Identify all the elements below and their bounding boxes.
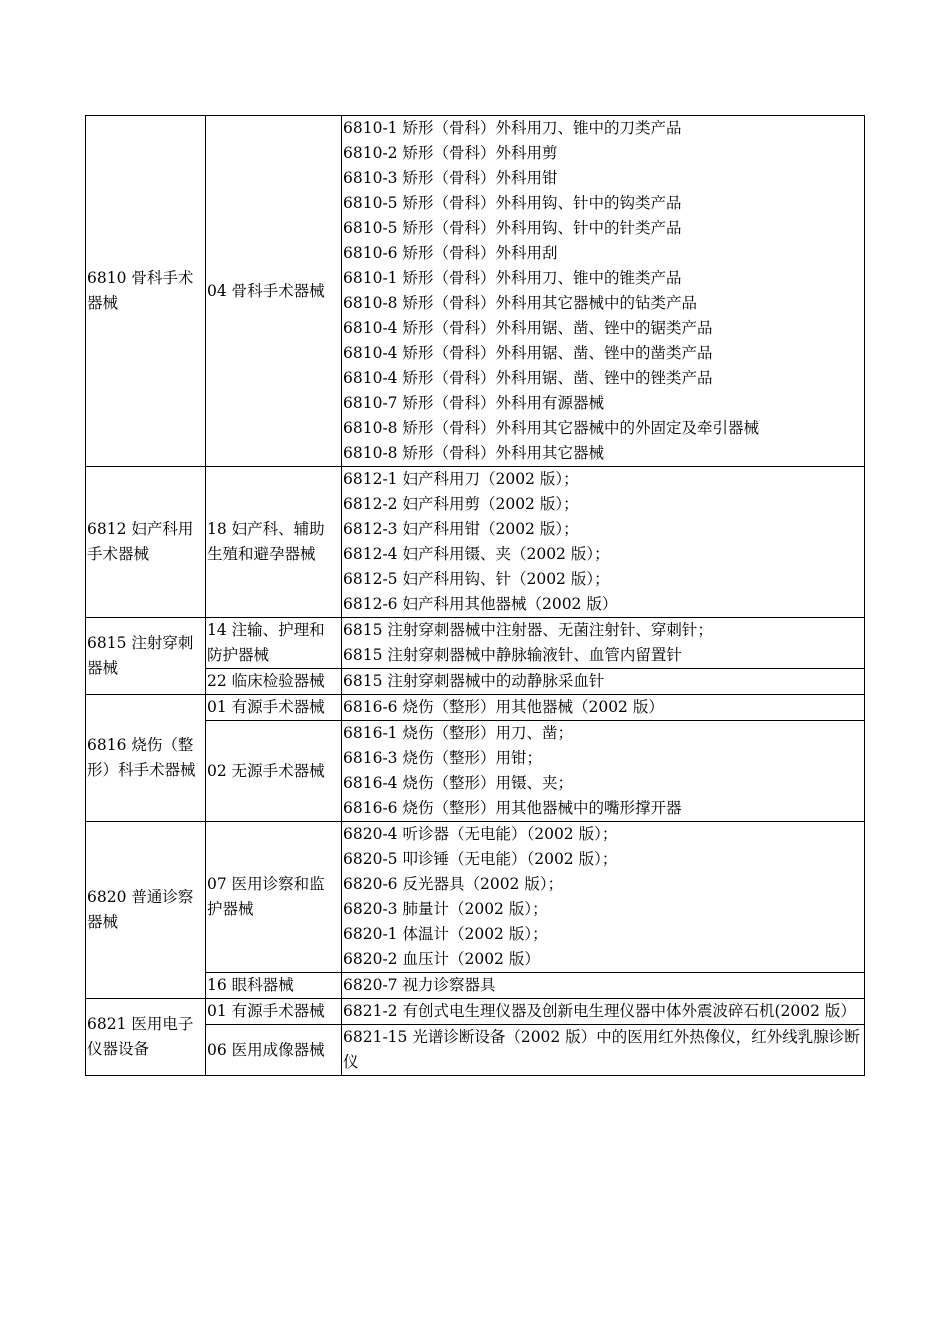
product-list-cell — [342, 822, 865, 973]
product-item: 6812-3 妇产科用钳（2002 版）； — [343, 520, 579, 538]
product-item: 6812-1 妇产科用刀（2002 版）； — [343, 470, 579, 488]
product-item: 6810-8 矫形（骨科）外科用其它器械中的外固定及牵引器械 — [343, 419, 759, 437]
subcategory-cell: 14 注输、护理和防护器械 — [206, 618, 342, 669]
product-item: 6810-5 矫形（骨科）外科用钩、针中的钩类产品 — [343, 194, 682, 212]
subcategory-cell: 22 临床检验器械 — [206, 669, 342, 695]
category-cell: 6812 妇产科用手术器械 — [86, 467, 206, 618]
product-item: 6820-2 血压计（2002 版） — [343, 950, 540, 968]
subcategory-cell: 07 医用诊察和监护器械 — [206, 822, 342, 973]
subcategory-cell: 16 眼科器械 — [206, 973, 342, 999]
category-cell: 6820 普通诊察器械 — [86, 822, 206, 999]
product-item: 6812-2 妇产科用剪（2002 版）； — [343, 495, 579, 513]
table-row — [86, 999, 865, 1025]
product-list-cell — [342, 669, 865, 695]
table-row — [86, 618, 865, 669]
product-item: 6821-2 有创式电生理仪器及创新电生理仪器中体外震波碎石机(2002 版） — [343, 1002, 856, 1020]
product-list-cell — [342, 973, 865, 999]
product-item: 6810-3 矫形（骨科）外科用钳 — [343, 169, 558, 187]
product-list-cell — [342, 1025, 865, 1076]
category-cell: 6815 注射穿刺器械 — [86, 618, 206, 695]
product-item: 6815 注射穿刺器械中静脉输液针、血管内留置针 — [343, 646, 682, 664]
category-cell: 6810 骨科手术器械 — [86, 116, 206, 467]
product-item: 6810-8 矫形（骨科）外科用其它器械 — [343, 444, 604, 462]
product-item: 6810-4 矫形（骨科）外科用锯、凿、锉中的凿类产品 — [343, 344, 713, 362]
subcategory-cell: 01 有源手术器械 — [206, 999, 342, 1025]
product-item: 6816-4 烧伤（整形）用镊、夹； — [343, 774, 573, 792]
product-item: 6810-1 矫形（骨科）外科用刀、锥中的锥类产品 — [343, 269, 682, 287]
category-cell: 6821 医用电子仪器设备 — [86, 999, 206, 1076]
device-classification-table — [85, 115, 865, 1076]
table-body — [86, 116, 865, 1076]
product-item: 6820-7 视力诊察器具 — [343, 976, 496, 994]
product-item: 6810-2 矫形（骨科）外科用剪 — [343, 144, 558, 162]
product-item: 6815 注射穿刺器械中的动静脉采血针 — [343, 672, 605, 690]
product-item: 6816-3 烧伤（整形）用钳； — [343, 749, 542, 767]
subcategory-cell: 18 妇产科、辅助生殖和避孕器械 — [206, 467, 342, 618]
subcategory-cell: 04 骨科手术器械 — [206, 116, 342, 467]
product-item: 6816-1 烧伤（整形）用刀、凿； — [343, 724, 573, 742]
product-item: 6810-5 矫形（骨科）外科用钩、针中的针类产品 — [343, 219, 682, 237]
product-list-cell — [342, 116, 865, 467]
subcategory-cell: 02 无源手术器械 — [206, 721, 342, 822]
category-cell: 6816 烧伤（整形）科手术器械 — [86, 695, 206, 822]
subcategory-cell: 06 医用成像器械 — [206, 1025, 342, 1076]
product-list-cell — [342, 999, 865, 1025]
table-row — [86, 822, 865, 973]
product-list-cell — [342, 618, 865, 669]
product-item: 6812-4 妇产科用镊、夹（2002 版）； — [343, 545, 610, 563]
product-list-cell — [342, 721, 865, 822]
product-item: 6810-1 矫形（骨科）外科用刀、锥中的刀类产品 — [343, 119, 682, 137]
product-item: 6816-6 烧伤（整形）用其他器械（2002 版） — [343, 698, 664, 716]
product-item: 6820-6 反光器具（2002 版）； — [343, 875, 564, 893]
product-item: 6812-5 妇产科用钩、针（2002 版）； — [343, 570, 610, 588]
table-row — [86, 467, 865, 618]
product-item: 6810-4 矫形（骨科）外科用锯、凿、锉中的锯类产品 — [343, 319, 713, 337]
product-item: 6816-6 烧伤（整形）用其他器械中的嘴形撑开器 — [343, 799, 682, 817]
table-row — [86, 116, 865, 467]
product-list-cell — [342, 695, 865, 721]
product-item: 6810-7 矫形（骨科）外科用有源器械 — [343, 394, 604, 412]
product-item: 6820-3 肺量计（2002 版）； — [343, 900, 548, 918]
subcategory-cell: 01 有源手术器械 — [206, 695, 342, 721]
product-item: 6820-1 体温计（2002 版）； — [343, 925, 548, 943]
product-item: 6815 注射穿刺器械中注射器、无菌注射针、穿刺针； — [343, 621, 713, 639]
product-item: 6821-15 光谱诊断设备（2002 版）中的医用红外热像仪，红外线乳腺诊断仪 — [343, 1028, 860, 1071]
product-item: 6812-6 妇产科用其他器械（2002 版） — [343, 595, 618, 613]
table-row — [86, 695, 865, 721]
product-list-cell — [342, 467, 865, 618]
product-item: 6810-6 矫形（骨科）外科用刮 — [343, 244, 558, 262]
product-item: 6820-4 听诊器（无电能）（2002 版）； — [343, 825, 618, 843]
product-item: 6820-5 叩诊锤（无电能）（2002 版）； — [343, 850, 618, 868]
product-item: 6810-8 矫形（骨科）外科用其它器械中的钻类产品 — [343, 294, 697, 312]
product-item: 6810-4 矫形（骨科）外科用锯、凿、锉中的锉类产品 — [343, 369, 713, 387]
